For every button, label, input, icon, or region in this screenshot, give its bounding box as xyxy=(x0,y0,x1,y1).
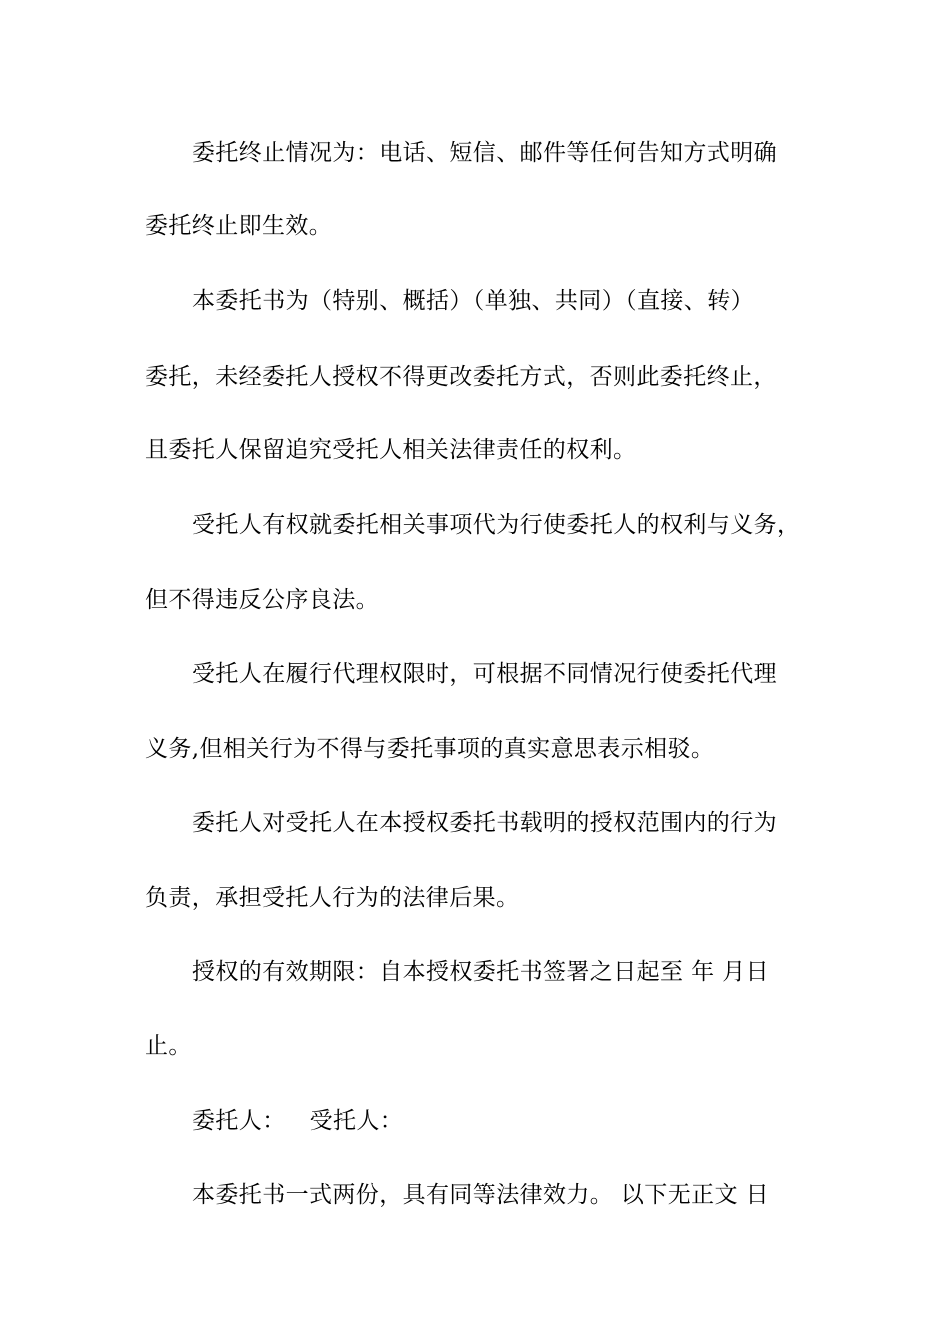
signers-line xyxy=(192,1106,403,1136)
agent-label: 受托人： xyxy=(309,1108,404,1134)
paragraph-liability-line-1: 委托人对受托人在本授权委托书载明的授权范围内的行为 xyxy=(192,810,777,836)
paragraph-termination-line-2: 委托终止即生效。 xyxy=(145,213,333,239)
paragraph-validity-line-1: 授权的有效期限：自本授权委托书签署之日起至 年 月日 xyxy=(192,959,770,985)
principal-label: 委托人： xyxy=(192,1108,286,1134)
paragraph-liability-line-2: 负责，承担受托人行为的法律后果。 xyxy=(145,885,520,911)
paragraph-mode-line-1: 本委托书为（特别、概括）（单独、共同）（直接、转） xyxy=(192,288,754,314)
paragraph-rights-line-2: 但不得违反公序良法。 xyxy=(145,587,379,613)
paragraph-termination-line-1: 委托终止情况为：电话、短信、邮件等任何告知方式明确 xyxy=(192,140,777,166)
paragraph-mode-line-3: 且委托人保留追究受托人相关法律责任的权利。 xyxy=(145,437,637,463)
paragraph-mode-line-2: 委托，未经委托人授权不得更改委托方式，否则此委托终止， xyxy=(145,364,777,390)
paragraph-duties-line-2: 义务,但相关行为不得与委托事项的真实意思表示相驳。 xyxy=(145,736,715,762)
paragraph-copies-line: 本委托书一式两份，具有同等法律效力。 以下无正文 日 xyxy=(192,1182,770,1208)
paragraph-validity-line-2: 止。 xyxy=(145,1033,192,1059)
paragraph-duties-line-1: 受托人在履行代理权限时，可根据不同情况行使委托代理 xyxy=(192,661,777,687)
paragraph-rights-line-1: 受托人有权就委托相关事项代为行使委托人的权利与义务， xyxy=(192,512,801,538)
